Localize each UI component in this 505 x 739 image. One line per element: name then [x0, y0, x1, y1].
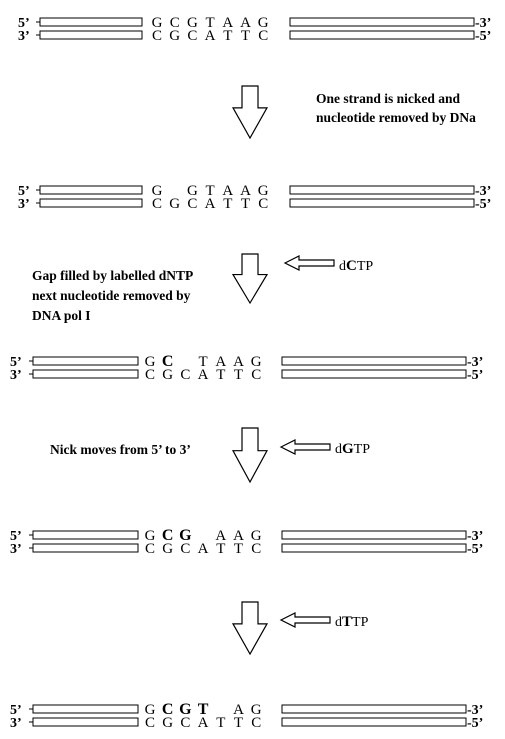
nucleotide: T: [205, 183, 215, 199]
strand-segment-right: [290, 18, 474, 26]
labelled-nucleotide: G: [179, 527, 192, 544]
nucleotide: T: [223, 28, 233, 44]
strand-segment-right: [282, 544, 466, 552]
nucleotide: A: [204, 28, 216, 44]
nucleotide: G: [151, 15, 163, 31]
strand-end-label: 5’: [18, 16, 30, 31]
duplex-stage-4: [10, 527, 483, 557]
nucleotide: A: [215, 528, 227, 544]
nucleotide: G: [250, 702, 262, 718]
nucleotide: G: [144, 354, 156, 370]
left-arrow-3: [281, 613, 330, 627]
strand-end-label: 3’: [10, 368, 22, 383]
nucleotide: T: [216, 715, 226, 731]
nucleotide: G: [151, 183, 163, 199]
left-arrow-1: [285, 256, 334, 270]
nucleotide: A: [215, 354, 227, 370]
nucleotide: C: [144, 715, 156, 731]
labelled-nucleotide: T: [197, 701, 209, 718]
caption-step2-line2: next nucleotide removed by: [32, 288, 191, 303]
nucleotide: C: [258, 28, 269, 44]
strand-segment-right: [290, 31, 474, 39]
nucleotide: G: [186, 15, 198, 31]
nucleotide: A: [233, 702, 244, 718]
nucleotide: C: [258, 196, 269, 212]
nucleotide: T: [205, 15, 215, 31]
nucleotide: C: [251, 367, 262, 383]
strand-segment-left: [33, 705, 138, 713]
nucleotide: C: [187, 196, 198, 212]
nucleotide: C: [180, 367, 191, 383]
labelled-nucleotide: C: [161, 353, 174, 370]
strand-segment-left: [40, 186, 142, 194]
strand-segment-right: [282, 718, 466, 726]
nucleotide: G: [144, 702, 156, 718]
strand-end-label: -5’: [467, 368, 484, 383]
nucleotide: C: [180, 715, 191, 731]
nucleotide: T: [240, 196, 251, 212]
nucleotide: G: [250, 528, 262, 544]
strand-end-label: 5’: [10, 529, 22, 544]
nucleotide: G: [257, 15, 269, 31]
nucleotide: A: [197, 541, 209, 557]
nucleotide: A: [240, 183, 251, 199]
caption-step2-line3: DNA pol I: [32, 308, 91, 323]
strand-segment-left: [33, 370, 138, 378]
dntp-label-3: dTTP: [335, 614, 369, 630]
nucleotide: A: [197, 367, 209, 383]
nucleotide: A: [204, 196, 216, 212]
strand-segment-right: [282, 705, 466, 713]
strand-segment-right: [282, 357, 466, 365]
strand-end-label: 5’: [10, 355, 22, 370]
nucleotide: T: [233, 541, 244, 557]
caption-step1-line1: One strand is nicked and: [316, 91, 461, 106]
nucleotide: C: [144, 367, 156, 383]
strand-segment-left: [33, 718, 138, 726]
strand-end-label: 5’: [10, 703, 22, 718]
nucleotide: G: [169, 196, 181, 212]
duplex-stage-3: [10, 353, 483, 383]
strand-end-label: -5’: [467, 716, 484, 731]
nucleotide: T: [233, 715, 244, 731]
nucleotide: G: [169, 28, 181, 44]
strand-end-label: -3’: [467, 355, 484, 370]
nucleotide: G: [257, 183, 269, 199]
nucleotide: A: [240, 15, 251, 31]
caption-step2-line1: Gap filled by labelled dNTP: [32, 268, 194, 283]
strand-end-label: -3’: [475, 16, 492, 31]
strand-segment-left: [40, 31, 142, 39]
duplex-stage-1: [18, 15, 491, 44]
nucleotide: T: [198, 354, 208, 370]
strand-end-label: 5’: [18, 184, 30, 199]
strand-end-label: -3’: [467, 703, 484, 718]
nucleotide: G: [162, 367, 174, 383]
strand-segment-left: [40, 199, 142, 207]
nucleotide: A: [222, 15, 234, 31]
strand-segment-left: [33, 357, 138, 365]
down-arrow-1: [233, 86, 267, 138]
nucleotide: C: [169, 15, 180, 31]
strand-end-label: -5’: [475, 197, 492, 212]
left-arrow-2: [281, 440, 330, 454]
nucleotide: G: [162, 715, 174, 731]
nucleotide: T: [216, 367, 226, 383]
strand-end-label: 3’: [10, 716, 22, 731]
nucleotide: G: [162, 541, 174, 557]
strand-segment-left: [40, 18, 142, 26]
strand-end-label: -5’: [467, 542, 484, 557]
dntp-label-1: dCTP: [339, 258, 374, 274]
nucleotide: T: [240, 28, 251, 44]
caption-step3-line1: Nick moves from 5’ to 3’: [50, 442, 191, 457]
caption-step1-line2: nucleotide removed by DNa: [316, 110, 476, 125]
down-arrow-3: [233, 428, 267, 482]
strand-end-label: 3’: [10, 542, 22, 557]
nucleotide: C: [251, 541, 262, 557]
nucleotide: A: [197, 715, 209, 731]
strand-end-label: -5’: [475, 29, 492, 44]
strand-end-label: 3’: [18, 197, 30, 212]
labelled-nucleotide: C: [161, 701, 174, 718]
nucleotide: G: [144, 528, 156, 544]
strand-segment-right: [282, 370, 466, 378]
labelled-nucleotide: G: [179, 701, 192, 718]
nucleotide: A: [233, 354, 244, 370]
labelled-nucleotide: C: [161, 527, 174, 544]
strand-segment-left: [33, 531, 138, 539]
nucleotide: C: [251, 715, 262, 731]
nucleotide: T: [233, 367, 244, 383]
down-arrow-2: [233, 254, 267, 303]
strand-end-label: -3’: [467, 529, 484, 544]
strand-segment-right: [290, 186, 474, 194]
nucleotide: C: [151, 28, 163, 44]
nucleotide: C: [187, 28, 198, 44]
nucleotide: A: [222, 183, 234, 199]
nucleotide: G: [250, 354, 262, 370]
nucleotide: C: [151, 196, 163, 212]
nucleotide: C: [144, 541, 156, 557]
nucleotide: A: [233, 528, 244, 544]
nucleotide: G: [186, 183, 198, 199]
nucleotide: C: [180, 541, 191, 557]
strand-end-label: -3’: [475, 184, 492, 199]
duplex-stage-5: [10, 701, 483, 731]
strand-segment-right: [282, 531, 466, 539]
strand-end-label: 3’: [18, 29, 30, 44]
strand-segment-left: [33, 544, 138, 552]
down-arrow-4: [233, 602, 267, 654]
nucleotide: T: [223, 196, 233, 212]
duplex-stage-2: [18, 183, 491, 212]
dntp-label-2: dGTP: [335, 441, 371, 457]
nucleotide: T: [216, 541, 226, 557]
strand-segment-right: [290, 199, 474, 207]
